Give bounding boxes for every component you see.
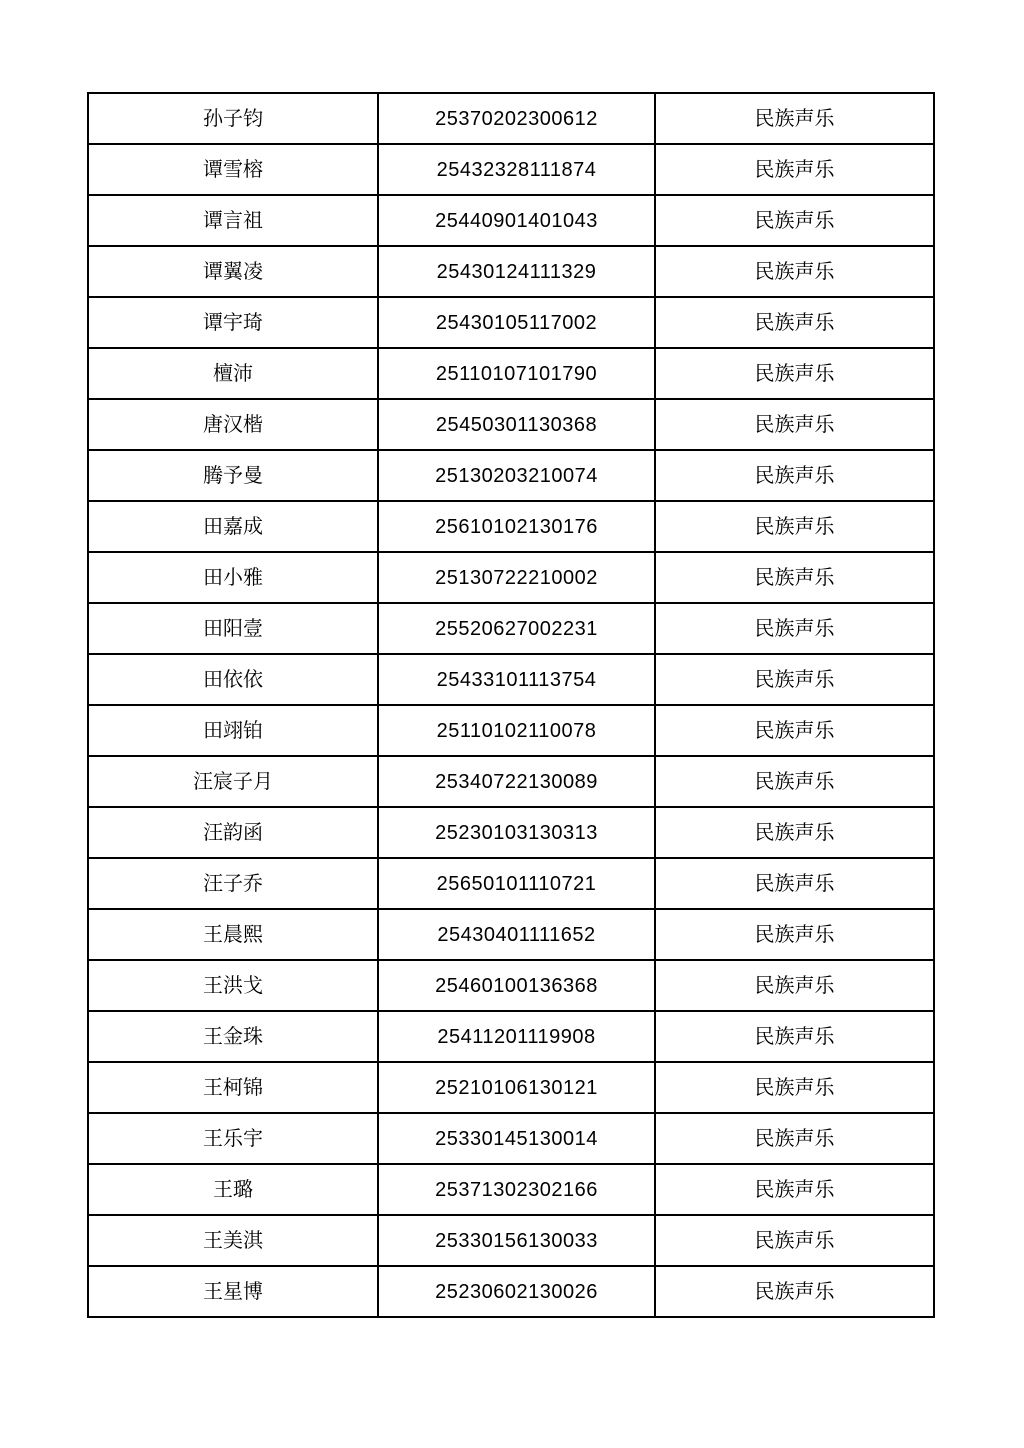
table-row [88,246,934,297]
exam-number-cell: 25650101110721 [378,858,655,909]
student-name-cell: 王乐宇 [88,1113,378,1164]
student-name-cell: 田嘉成 [88,501,378,552]
table-row [88,348,934,399]
major-cell: 民族声乐 [655,195,934,246]
major-cell: 民族声乐 [655,909,934,960]
major-cell: 民族声乐 [655,603,934,654]
exam-number-cell: 25230103130313 [378,807,655,858]
major-cell: 民族声乐 [655,552,934,603]
student-name-cell: 王金珠 [88,1011,378,1062]
student-name-cell: 谭言祖 [88,195,378,246]
student-name-cell: 王美淇 [88,1215,378,1266]
table-row [88,195,934,246]
exam-number-cell: 25371302302166 [378,1164,655,1215]
student-name-cell: 田依依 [88,654,378,705]
exam-number-cell: 25520627002231 [378,603,655,654]
exam-number-cell: 25432328111874 [378,144,655,195]
table-row [88,1113,934,1164]
major-cell: 民族声乐 [655,144,934,195]
major-cell: 民族声乐 [655,450,934,501]
exam-number-cell: 25330145130014 [378,1113,655,1164]
student-name-cell: 王星博 [88,1266,378,1317]
exam-number-cell: 25450301130368 [378,399,655,450]
table-row [88,807,934,858]
exam-number-cell: 25411201119908 [378,1011,655,1062]
major-cell: 民族声乐 [655,501,934,552]
student-name-cell: 唐汉楷 [88,399,378,450]
table-row [88,756,934,807]
exam-number-cell: 25340722130089 [378,756,655,807]
table-row [88,1062,934,1113]
roster-table-body [88,93,934,1317]
major-cell: 民族声乐 [655,1266,934,1317]
table-row [88,144,934,195]
student-name-cell: 谭雪榕 [88,144,378,195]
table-row [88,858,934,909]
exam-number-cell: 25610102130176 [378,501,655,552]
exam-number-cell: 25460100136368 [378,960,655,1011]
student-roster-table [87,92,935,1318]
student-name-cell: 王璐 [88,1164,378,1215]
table-row [88,450,934,501]
student-name-cell: 田小雅 [88,552,378,603]
exam-number-cell: 25210106130121 [378,1062,655,1113]
major-cell: 民族声乐 [655,399,934,450]
major-cell: 民族声乐 [655,246,934,297]
student-name-cell: 田翊铂 [88,705,378,756]
table-row [88,654,934,705]
exam-number-cell: 25230602130026 [378,1266,655,1317]
student-name-cell: 谭宇琦 [88,297,378,348]
table-row [88,1164,934,1215]
major-cell: 民族声乐 [655,654,934,705]
table-row [88,93,934,144]
table-row [88,960,934,1011]
major-cell: 民族声乐 [655,705,934,756]
student-name-cell: 王洪戈 [88,960,378,1011]
table-row [88,603,934,654]
table-row [88,297,934,348]
student-name-cell: 王柯锦 [88,1062,378,1113]
table-row [88,909,934,960]
student-name-cell: 腾予曼 [88,450,378,501]
exam-number-cell: 25433101113754 [378,654,655,705]
student-name-cell: 田阳壹 [88,603,378,654]
student-name-cell: 谭翼凌 [88,246,378,297]
exam-number-cell: 25110102110078 [378,705,655,756]
exam-number-cell: 25110107101790 [378,348,655,399]
student-name-cell: 汪子乔 [88,858,378,909]
major-cell: 民族声乐 [655,93,934,144]
exam-number-cell: 25440901401043 [378,195,655,246]
student-name-cell: 孙子钧 [88,93,378,144]
major-cell: 民族声乐 [655,1011,934,1062]
student-name-cell: 汪宸子月 [88,756,378,807]
exam-number-cell: 25130203210074 [378,450,655,501]
exam-number-cell: 25370202300612 [378,93,655,144]
major-cell: 民族声乐 [655,348,934,399]
major-cell: 民族声乐 [655,297,934,348]
major-cell: 民族声乐 [655,960,934,1011]
table-row [88,501,934,552]
student-name-cell: 檀沛 [88,348,378,399]
table-row [88,1215,934,1266]
major-cell: 民族声乐 [655,1164,934,1215]
exam-number-cell: 25430124111329 [378,246,655,297]
exam-number-cell: 25430105117002 [378,297,655,348]
exam-number-cell: 25130722210002 [378,552,655,603]
major-cell: 民族声乐 [655,756,934,807]
table-row [88,399,934,450]
major-cell: 民族声乐 [655,858,934,909]
table-row [88,552,934,603]
major-cell: 民族声乐 [655,1215,934,1266]
major-cell: 民族声乐 [655,807,934,858]
exam-number-cell: 25330156130033 [378,1215,655,1266]
table-row [88,1011,934,1062]
student-name-cell: 王晨熙 [88,909,378,960]
exam-number-cell: 25430401111652 [378,909,655,960]
table-row [88,1266,934,1317]
major-cell: 民族声乐 [655,1062,934,1113]
major-cell: 民族声乐 [655,1113,934,1164]
student-name-cell: 汪韵函 [88,807,378,858]
table-row [88,705,934,756]
